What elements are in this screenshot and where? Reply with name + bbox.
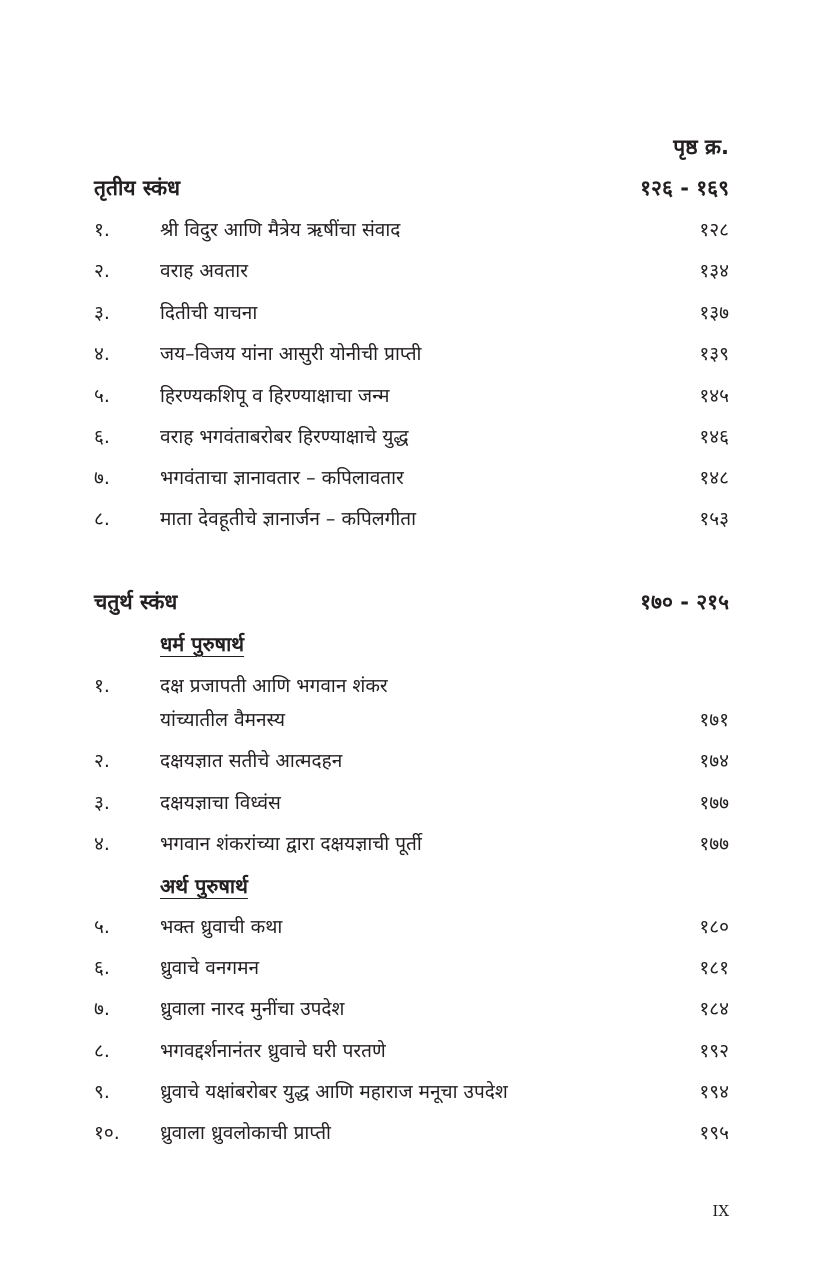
entry-number: ६. [94, 957, 110, 979]
toc-entry[interactable] [94, 462, 729, 494]
entry-title: ध्रुवाला नारद मुनींचा उपदेश [160, 998, 345, 1020]
toc-entry[interactable] [94, 214, 729, 246]
entry-number: ३. [94, 792, 110, 814]
entry-page: १४६ [699, 426, 729, 448]
entry-title: भगवान शंकरांच्या द्वारा दक्षयज्ञाची पूर्ती [160, 833, 422, 855]
section-page-range: १७० - २१५ [640, 590, 729, 614]
toc-entry[interactable] [94, 297, 729, 329]
entry-page: १७१ [699, 709, 729, 731]
entry-number: २. [94, 260, 110, 282]
section-heading-tritiya [94, 172, 729, 204]
entry-page: १७४ [699, 750, 729, 772]
toc-entry[interactable] [94, 1076, 729, 1108]
entry-number: ८. [94, 1040, 110, 1062]
toc-entry[interactable] [94, 787, 729, 819]
page-folio: IX [712, 1202, 729, 1220]
entry-title: भगवद्दर्शनानंतर ध्रुवाचे घरी परतणे [160, 1040, 386, 1062]
section-heading-chaturth [94, 586, 729, 618]
toc-entry[interactable] [94, 1035, 729, 1067]
entry-number: ३. [94, 302, 110, 324]
entry-number: २. [94, 750, 110, 772]
section-title: चतुर्थ स्कंध [94, 590, 178, 614]
entry-number: ४. [94, 833, 110, 855]
entry-number: १०. [94, 1122, 120, 1144]
subsection-heading: अर्थ पुरुषार्थ [160, 874, 248, 898]
entry-page: १५३ [699, 508, 729, 530]
entry-number: ५. [94, 916, 110, 938]
entry-page: १७७ [699, 833, 729, 855]
entry-number: ५. [94, 385, 110, 407]
entry-number: १. [94, 675, 110, 697]
entry-title-continued: यांच्यातील वैमनस्य [160, 709, 285, 731]
entry-page: १८१ [699, 957, 729, 979]
page-number-header: पृष्ठ क्र. [673, 135, 729, 159]
entry-number: ७. [94, 998, 110, 1020]
entry-title: दक्ष प्रजापती आणि भगवान शंकर [160, 675, 388, 697]
entry-page: १४५ [699, 385, 729, 407]
entry-page: १३४ [699, 260, 729, 282]
entry-title: दितीची याचना [160, 302, 258, 324]
section-page-range: १२६ - १६९ [640, 176, 729, 200]
entry-number: ४. [94, 343, 110, 365]
entry-page: १८० [699, 916, 729, 938]
entry-number: ८. [94, 508, 110, 530]
entry-title: भक्त ध्रुवाची कथा [160, 916, 283, 938]
toc-entry[interactable] [94, 745, 729, 777]
entry-page: १७७ [699, 792, 729, 814]
entry-page: १९४ [699, 1081, 729, 1103]
toc-entry[interactable] [94, 1117, 729, 1149]
entry-page: १३९ [699, 343, 729, 365]
entry-number: १. [94, 219, 110, 241]
toc-entry[interactable] [94, 255, 729, 287]
entry-title: माता देवहूतीचे ज्ञानार्जन – कपिलगीता [160, 508, 417, 530]
subsection-heading: धर्म पुरुषार्थ [160, 632, 245, 656]
entry-title: श्री विदुर आणि मैत्रेय ऋषींचा संवाद [160, 219, 401, 241]
entry-page: १२८ [699, 219, 729, 241]
entry-title: ध्रुवाचे यक्षांबरोबर युद्ध आणि महाराज मनूचा उपदेश [160, 1081, 508, 1103]
toc-entry[interactable] [94, 503, 729, 535]
entry-page: १९२ [699, 1040, 729, 1062]
entry-title: वराह अवतार [160, 260, 248, 282]
entry-title: ध्रुवाला ध्रुवलोकाची प्राप्ती [160, 1122, 331, 1144]
entry-number: ९. [94, 1081, 110, 1103]
toc-entry[interactable] [94, 380, 729, 412]
entry-title: दक्षयज्ञाचा विध्वंस [160, 792, 281, 814]
entry-title: भगवंताचा ज्ञानावतार – कपिलावतार [160, 467, 404, 489]
toc-entry[interactable] [94, 421, 729, 453]
entry-page: १४८ [699, 467, 729, 489]
entry-title: हिरण्यकशिपू व हिरण्याक्षाचा जन्म [160, 385, 390, 407]
entry-page: १९५ [699, 1122, 729, 1144]
entry-page: १८४ [699, 998, 729, 1020]
entry-title: दक्षयज्ञात सतीचे आत्मदहन [160, 750, 343, 772]
toc-entry[interactable] [94, 911, 729, 943]
toc-entry[interactable] [94, 993, 729, 1025]
entry-page: १३७ [699, 302, 729, 324]
toc-entry-continuation[interactable] [94, 704, 729, 736]
toc-entry[interactable] [94, 828, 729, 860]
toc-entry[interactable] [94, 952, 729, 984]
entry-title: वराह भगवंताबरोबर हिरण्याक्षाचे युद्ध [160, 426, 409, 448]
entry-title: जय–विजय यांना आसुरी योनीची प्राप्ती [160, 343, 422, 365]
section-title: तृतीय स्कंध [94, 176, 181, 200]
toc-entry[interactable] [94, 338, 729, 370]
entry-title: ध्रुवाचे वनगमन [160, 957, 259, 979]
entry-number: ७. [94, 467, 110, 489]
entry-number: ६. [94, 426, 110, 448]
toc-entry[interactable] [94, 670, 729, 702]
